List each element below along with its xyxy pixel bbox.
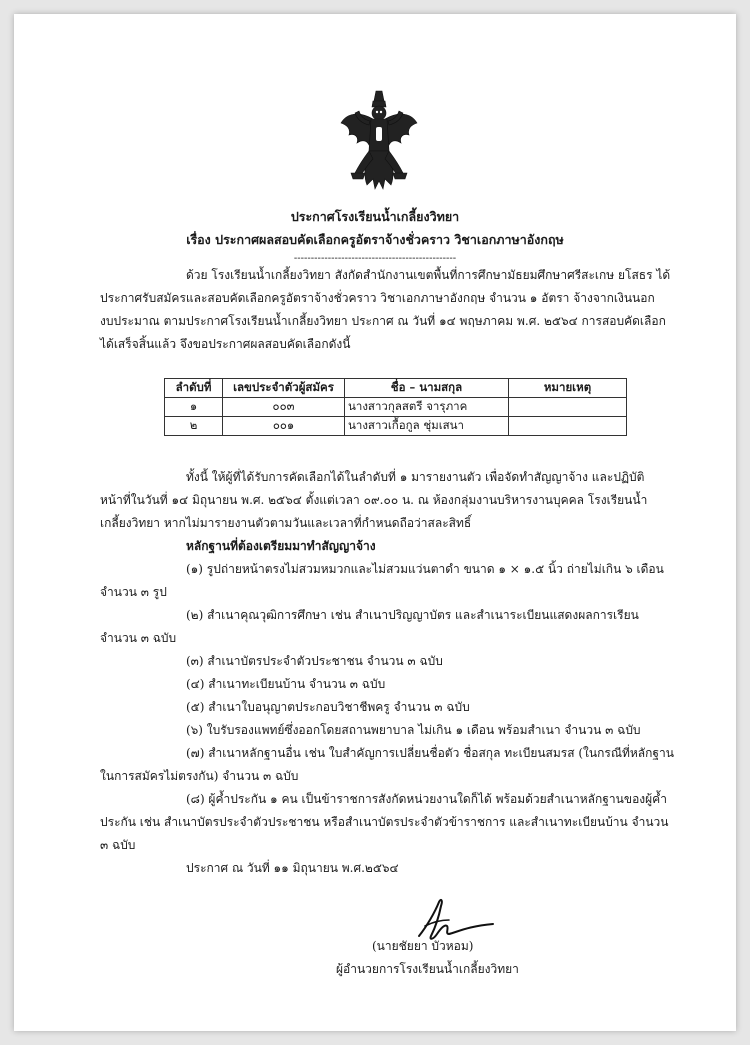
- evidence-item-7-cont: ในการสมัครไม่ตรงกัน) จำนวน ๓ ฉบับ: [100, 769, 299, 783]
- evidence-heading: หลักฐานที่ต้องเตรียมมาทำสัญญาจ้าง: [186, 539, 376, 553]
- table-row: [165, 398, 627, 417]
- intro-line-3: งบประมาณ ตามประกาศโรงเรียนน้ำเกลี้ยงวิทยา ประกาศ ณ วันที่ ๑๔ พฤษภาคม พ.ศ. ๒๕๖๔ การสอบคัดเลือก: [100, 314, 666, 328]
- announcement-title: ประกาศโรงเรียนน้ำเกลี้ยงวิทยา: [290, 209, 460, 224]
- evidence-item-8-cont-2: ๓ ฉบับ: [100, 838, 136, 852]
- evidence-item-2-cont: จำนวน ๓ ฉบับ: [100, 631, 177, 645]
- document-page: [14, 14, 736, 1031]
- evidence-item-4: (๔) สำเนาทะเบียนบ้าน จำนวน ๓ ฉบับ: [186, 677, 386, 691]
- evidence-item-8: (๘) ผู้ค้ำประกัน ๑ คน เป็นข้าราชการสังกัดหน่วยงานใดก็ได้ พร้อมด้วยสำเนาหลักฐานของผู้ค้ำ: [186, 792, 667, 806]
- candidate-table: [164, 378, 627, 436]
- evidence-item-7: (๗) สำเนาหลักฐานอื่น เช่น ใบสำคัญการเปลี่ยนชื่อตัว ชื่อสกุล ทะเบียนสมรส (ในกรณีที่หลักฐาน: [186, 746, 674, 760]
- row-applicant-id: ๐๐๑: [223, 417, 345, 436]
- row-full-name: นางสาวเกื้อกูล ชุ่มเสนา: [345, 417, 509, 436]
- table-header-row: [165, 379, 627, 398]
- announcement-subject: เรื่อง ประกาศผลสอบคัดเลือกครูอัตราจ้างชั่วคราว วิชาเอกภาษาอังกฤษ: [186, 232, 564, 247]
- evidence-item-3: (๓) สำเนาบัตรประจำตัวประชาชน จำนวน ๓ ฉบับ: [186, 654, 443, 668]
- evidence-item-6: (๖) ใบรับรองแพทย์ซึ่งออกโดยสถานพยาบาล ไม่เกิน ๑ เดือน พร้อมสำเนา จำนวน ๓ ฉบับ: [186, 723, 641, 737]
- table-row: [165, 417, 627, 436]
- header-order: ลำดับที่: [165, 379, 223, 398]
- header-applicant-id: เลขประจำตัวผู้สมัคร: [223, 379, 345, 398]
- title-divider: ------------------------------------------------: [293, 253, 457, 264]
- header-full-name: ชื่อ – นามสกุล: [345, 379, 509, 398]
- intro-line-1: ด้วย โรงเรียนน้ำเกลี้ยงวิทยา สังกัดสำนักงานเขตพื้นที่การศึกษามัธยมศึกษาศรีสะเกษ ยโสธร ได้: [186, 268, 671, 282]
- report-line-1: ทั้งนี้ ให้ผู้ที่ได้รับการคัดเลือกได้ในลำดับที่ ๑ มารายงานตัว เพื่อจัดทำสัญญาจ้าง และปฏิบัติ: [186, 470, 645, 484]
- signer-name: (นายชัยยา บัวหอม): [372, 939, 474, 953]
- report-line-3: เกลี้ยงวิทยา หากไม่มารายงานตัวตามวันและเวลาที่กำหนดถือว่าสละสิทธิ์: [100, 516, 472, 530]
- report-line-2: หน้าที่ในวันที่ ๑๔ มิถุนายน พ.ศ. ๒๕๖๔ ตั้งแต่เวลา ๐๙.๐๐ น. ณ ห้องกลุ่มงานบริหารงานบุคคล โรงเรียนน้ำ: [100, 493, 648, 507]
- garuda-emblem-icon: [339, 89, 419, 209]
- intro-line-2: ประกาศรับสมัครและสอบคัดเลือกครูอัตราจ้างชั่วคราว วิชาเอกภาษาอังกฤษ จำนวน ๑ อัตรา จ้างจากเงินนอก: [100, 291, 655, 305]
- row-full-name: นางสาวกุลสตรี จารุภาค: [345, 398, 509, 417]
- evidence-item-8-cont: ประกัน เช่น สำเนาบัตรประจำตัวประชาชน หรือสำเนาบัตรประจำตัวข้าราชการ และสำเนาทะเบียนบ้าน จำนวน: [100, 815, 669, 829]
- row-remark: [509, 417, 627, 436]
- announce-date: ประกาศ ณ วันที่ ๑๑ มิถุนายน พ.ศ.๒๕๖๔: [186, 861, 399, 875]
- intro-line-4: ได้เสร็จสิ้นแล้ว จึงขอประกาศผลสอบคัดเลือกดังนี้: [100, 337, 351, 351]
- row-applicant-id: ๐๐๓: [223, 398, 345, 417]
- signer-position: ผู้อำนวยการโรงเรียนน้ำเกลี้ยงวิทยา: [336, 962, 519, 976]
- header-remark: หมายเหตุ: [509, 379, 627, 398]
- evidence-item-2: (๒) สำเนาคุณวุฒิการศึกษา เช่น สำเนาปริญญาบัตร และสำเนาระเบียนแสดงผลการเรียน: [186, 608, 639, 622]
- evidence-item-5: (๕) สำเนาใบอนุญาตประกอบวิชาชีพครู จำนวน ๓ ฉบับ: [186, 700, 470, 714]
- row-remark: [509, 398, 627, 417]
- row-order: ๒: [165, 417, 223, 436]
- evidence-item-1-cont: จำนวน ๓ รูป: [100, 585, 167, 599]
- row-order: ๑: [165, 398, 223, 417]
- evidence-item-1: (๑) รูปถ่ายหน้าตรงไม่สวมหมวกและไม่สวมแว่นตาดำ ขนาด ๑ × ๑.๕ นิ้ว ถ่ายไม่เกิน ๖ เดือน: [186, 562, 664, 576]
